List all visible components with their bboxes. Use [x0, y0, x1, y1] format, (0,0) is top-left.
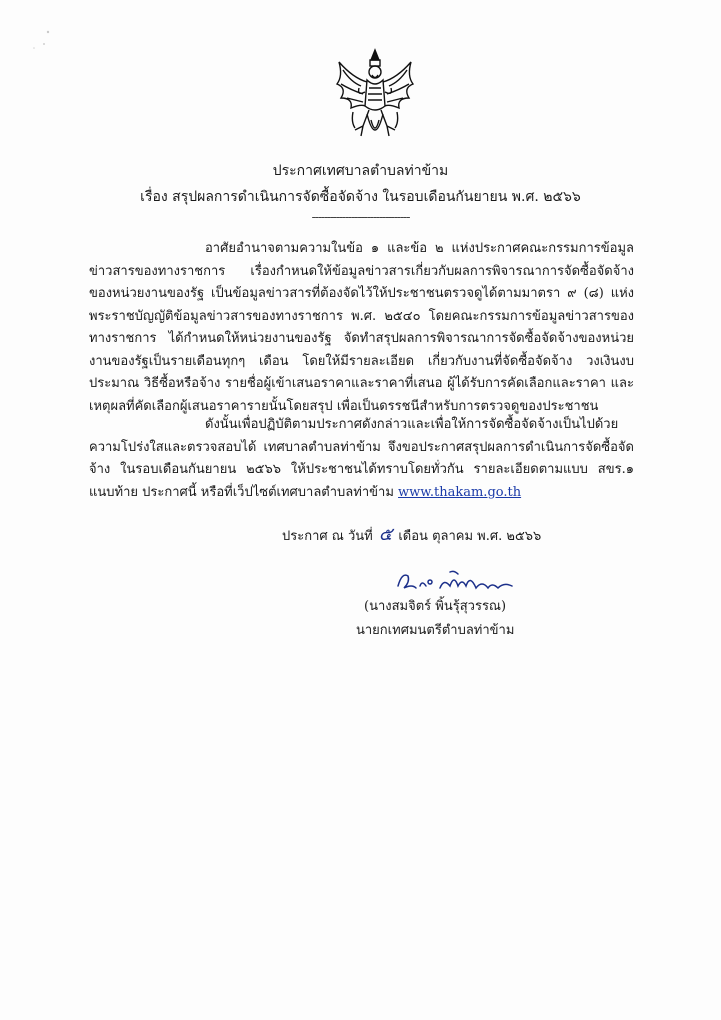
- body-paragraph-2-text: ดังนั้นเพื่อปฏิบัติตามประกาศดังกล่าวและเพื่อให้การจัดซื้อจัดจ้างเป็นไปด้วยความโปร่งใสและตรวจสอบได้ เทศบาลตำบลท่าข้าม จึงขอประกาศสรุปผลการดำเนินการจัดซื้อจัดจ้าง ในรอบเดือนกันยายน ๒๕๖๖ ให้ประชาชนได้ทราบโดยทั่วกัน รายละเอียดตามแบบ สขร.๑ แนบท้าย ประกาศนี้ หรือที่เว็ปไซต์เทศบาลตำบลท่าข้าม: [89, 417, 634, 500]
- separator-line: --------------------------------: [311, 210, 410, 224]
- paper-speck-mark: [28, 26, 58, 56]
- signer-name: (นางสมจิตร์ พิ้นรุ้สุวรรณ): [364, 599, 507, 614]
- announce-prefix: ประกาศ ณ วันที่: [282, 529, 373, 544]
- announcement-date-line: [282, 524, 541, 548]
- garuda-emblem-icon: [327, 48, 423, 148]
- announce-suffix: เดือน ตุลาคม พ.ศ. ๒๕๖๖: [398, 529, 542, 544]
- website-link[interactable]: www.thakam.go.th: [398, 484, 522, 500]
- body-paragraph-1: อาศัยอำนาจตามความในข้อ ๑ และข้อ ๒ แห่งประกาศคณะกรรมการข้อมูลข่าวสารของทางราชการ เรื่องกำหนดให้ข้อมูลข่าวสารเกี่ยวกับผลการพิจารณาการจัดซื้อจัดจ้างของหน่วยงานของรัฐ เป็นข้อมูลข่าวสารที่ต้องจัดไว้ให้ประชาชนตรวจดูได้ตามมาตรา ๙ (๘) แห่งพระราชบัญญัติข้อมูลข่าวสารของทางราชการ พ.ศ. ๒๕๔๐ โดยคณะกรรมการข้อมูลข่าวสารของทางราชการ ได้กำหนดให้หน่วยงานของรัฐ จัดทำสรุปผลการพิจารณาการจัดซื้อจัดจ้างของหน่วยงานของรัฐเป็นรายเดือนทุกๆ เดือน โดยให้มีรายละเอียด เกี่ยวกับงานที่จัดซื้อจัดจ้าง วงเงินงบประมาณ วิธีซื้อหรือจ้าง รายชื่อผู้เข้าเสนอราคาและราคาที่เสนอ ผู้ได้รับการคัดเลือกและราคา และเหตุผลที่คัดเลือกผู้เสนอราคารายนั้นโดยสรุป เพื่อเป็นดรรชนีสำหรับการตรวจดูของประชาชน: [89, 241, 634, 414]
- body-paragraph-2: [89, 414, 634, 504]
- signer-title: นายกเทศมนตรีตำบลท่าข้าม: [356, 623, 515, 638]
- handwritten-day: ๕: [378, 524, 393, 545]
- announcement-subject: เรื่อง สรุปผลการดำเนินการจัดซื้อจัดจ้าง ในรอบเดือนกันยายน พ.ศ. ๒๕๖๖: [140, 189, 581, 205]
- handwritten-signature: [392, 566, 522, 596]
- announcement-title: ประกาศเทศบาลตำบลท่าข้าม: [272, 163, 449, 179]
